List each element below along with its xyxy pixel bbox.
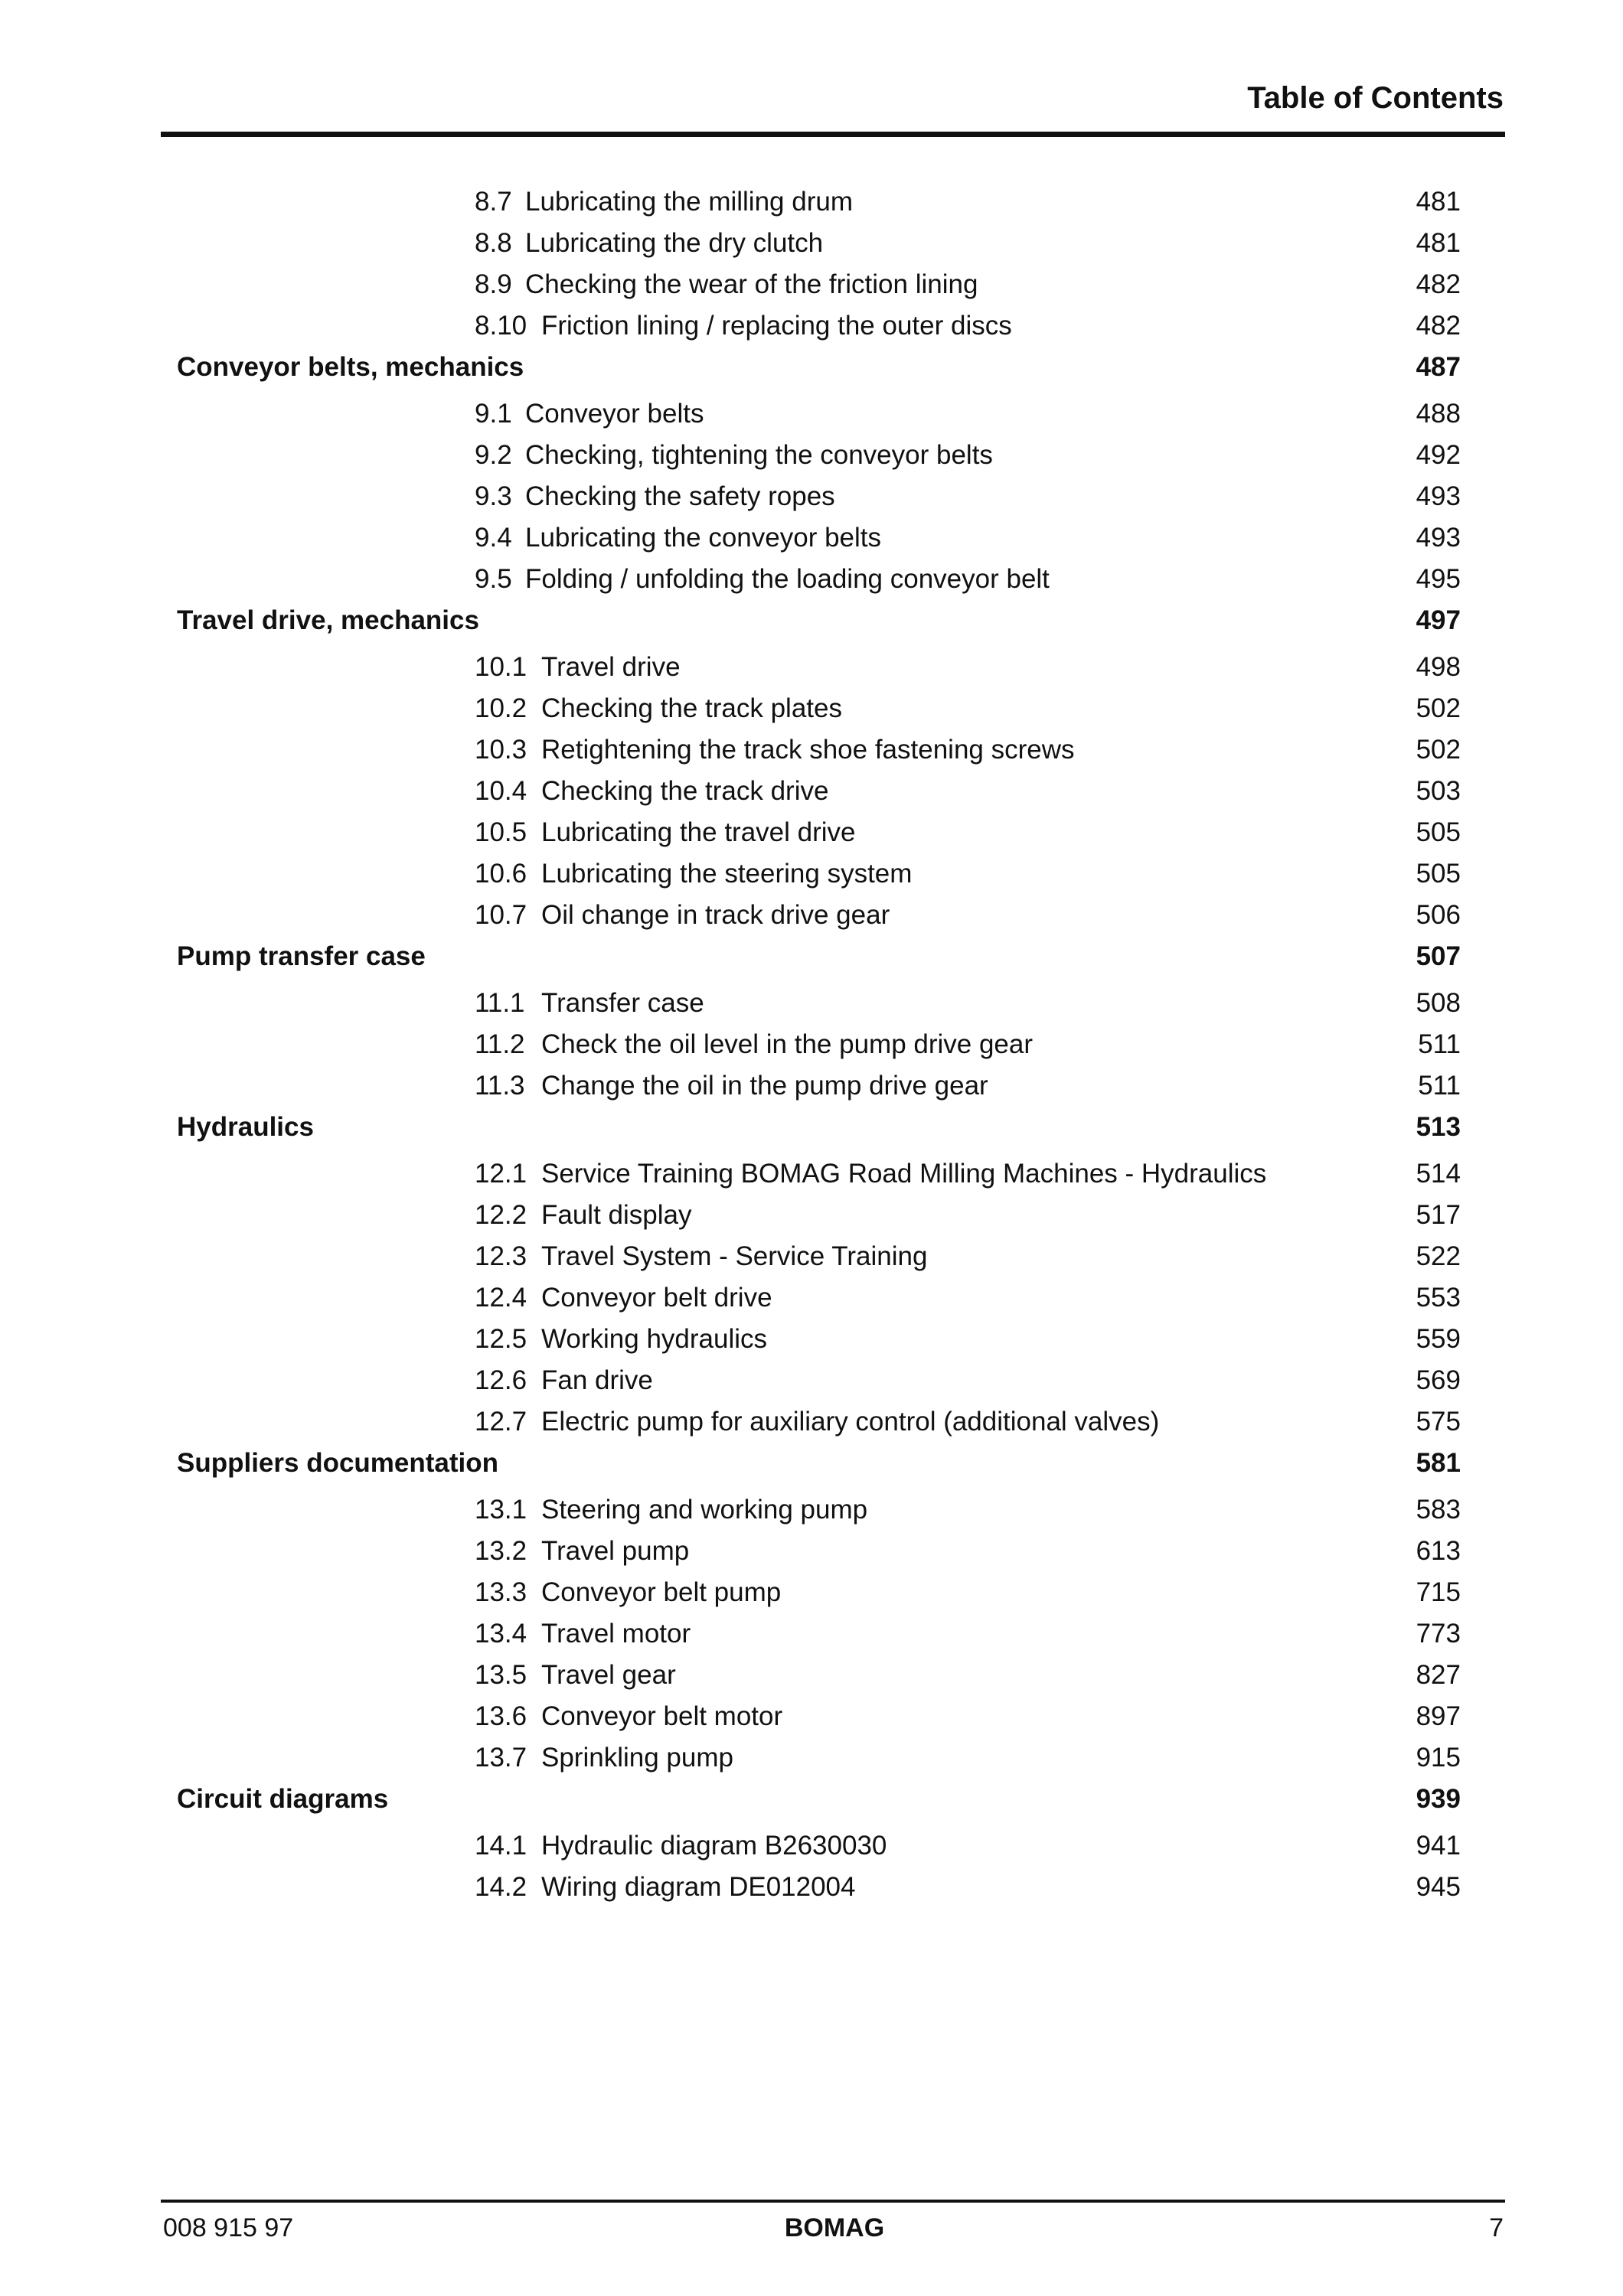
chapter-title: Circuit diagrams <box>177 1784 389 1814</box>
page-number: 511 <box>1418 1071 1461 1101</box>
page-number: 498 <box>1416 652 1461 682</box>
page-number: 487 <box>1416 352 1461 382</box>
section-title: Lubricating the conveyor belts <box>525 523 881 553</box>
page-number: 915 <box>1416 1743 1461 1773</box>
page-number: 773 <box>1416 1619 1461 1649</box>
toc-section-entry[interactable] <box>0 771 1623 812</box>
page-number: 502 <box>1416 693 1461 723</box>
section-number: 12.7 <box>475 1407 527 1437</box>
section-number: 13.4 <box>475 1619 527 1649</box>
section-number: 12.2 <box>475 1200 527 1230</box>
section-title: Conveyor belts <box>525 399 704 429</box>
page-number: 506 <box>1416 900 1461 930</box>
page-number: 503 <box>1416 776 1461 806</box>
page-number: 941 <box>1416 1831 1461 1861</box>
section-title: Conveyor belt drive <box>541 1283 772 1313</box>
toc-section-entry[interactable] <box>0 476 1623 517</box>
section-title: Retightening the track shoe fastening screws <box>541 735 1075 765</box>
section-number: 9.1 <box>475 399 512 429</box>
section-number: 11.2 <box>475 1029 525 1059</box>
toc-section-entry[interactable] <box>0 181 1623 223</box>
section-number: 9.3 <box>475 481 512 511</box>
toc-section-entry[interactable] <box>0 1737 1623 1779</box>
page-number: 569 <box>1416 1365 1461 1395</box>
section-number: 13.1 <box>475 1495 527 1525</box>
toc-chapter-entry[interactable] <box>0 347 1623 387</box>
toc-section-entry[interactable] <box>0 688 1623 729</box>
page-number: 495 <box>1416 564 1461 594</box>
section-title: Checking the track drive <box>541 776 829 806</box>
toc-section-entry[interactable] <box>0 1531 1623 1572</box>
section-title: Travel pump <box>541 1536 690 1566</box>
section-title: Checking the track plates <box>541 693 842 723</box>
chapter-title: Suppliers documentation <box>177 1448 499 1478</box>
toc-section-entry[interactable] <box>0 1489 1623 1531</box>
section-title: Checking the safety ropes <box>525 481 835 511</box>
section-title: Conveyor belt pump <box>541 1577 782 1607</box>
page-number: 945 <box>1416 1872 1461 1902</box>
section-number: 8.7 <box>475 187 512 217</box>
page-number: 505 <box>1416 859 1461 889</box>
section-number: 11.1 <box>475 988 525 1018</box>
table-of-contents <box>0 181 1623 1908</box>
page-number: 513 <box>1416 1112 1461 1142</box>
toc-section-entry[interactable] <box>0 223 1623 264</box>
toc-section-entry[interactable] <box>0 1655 1623 1696</box>
toc-section-entry[interactable] <box>0 1024 1623 1065</box>
page-number: 507 <box>1416 941 1461 971</box>
section-title: Hydraulic diagram B2630030 <box>541 1831 887 1861</box>
chapter-title: Hydraulics <box>177 1112 314 1142</box>
toc-section-entry[interactable] <box>0 1360 1623 1401</box>
page-number: 488 <box>1416 399 1461 429</box>
toc-chapter-entry[interactable] <box>0 936 1623 977</box>
toc-chapter-entry[interactable] <box>0 1443 1623 1483</box>
section-number: 10.6 <box>475 859 527 889</box>
header-divider <box>161 132 1505 137</box>
footer-brand: BOMAG <box>784 2213 885 2242</box>
footer-divider <box>161 2200 1505 2203</box>
page-number: 553 <box>1416 1283 1461 1313</box>
page-number: 715 <box>1416 1577 1461 1607</box>
section-title: Steering and working pump <box>541 1495 868 1525</box>
chapter-title: Travel drive, mechanics <box>177 605 479 635</box>
toc-section-entry[interactable] <box>0 1401 1623 1443</box>
toc-section-entry[interactable] <box>0 853 1623 895</box>
section-number: 9.2 <box>475 440 512 470</box>
section-title: Checking the wear of the friction lining <box>525 269 978 299</box>
section-title: Conveyor belt motor <box>541 1701 783 1731</box>
footer-page-number: 7 <box>1489 2213 1504 2242</box>
page-number: 493 <box>1416 481 1461 511</box>
section-title: Sprinkling pump <box>541 1743 733 1773</box>
toc-section-entry[interactable] <box>0 1195 1623 1236</box>
toc-section-entry[interactable] <box>0 1065 1623 1107</box>
chapter-title: Pump transfer case <box>177 941 426 971</box>
page-number: 559 <box>1416 1324 1461 1354</box>
toc-section-entry[interactable] <box>0 1153 1623 1195</box>
page-number: 505 <box>1416 817 1461 847</box>
toc-section-entry[interactable] <box>0 812 1623 853</box>
section-title: Change the oil in the pump drive gear <box>541 1071 988 1101</box>
page-number: 481 <box>1416 187 1461 217</box>
footer-document-number: 008 915 97 <box>163 2213 294 2242</box>
section-number: 13.6 <box>475 1701 527 1731</box>
section-title: Oil change in track drive gear <box>541 900 890 930</box>
toc-chapter-entry[interactable] <box>0 1779 1623 1819</box>
toc-chapter-entry[interactable] <box>0 600 1623 641</box>
page-number: 517 <box>1416 1200 1461 1230</box>
section-number: 14.2 <box>475 1872 527 1902</box>
toc-section-entry[interactable] <box>0 393 1623 435</box>
toc-section-entry[interactable] <box>0 305 1623 347</box>
section-number: 11.3 <box>475 1071 525 1101</box>
section-title: Travel drive <box>541 652 681 682</box>
page-number: 482 <box>1416 269 1461 299</box>
section-number: 13.2 <box>475 1536 527 1566</box>
section-title: Lubricating the milling drum <box>525 187 853 217</box>
section-title: Wiring diagram DE012004 <box>541 1872 856 1902</box>
toc-section-entry[interactable] <box>0 559 1623 600</box>
section-number: 13.3 <box>475 1577 527 1607</box>
page-number: 522 <box>1416 1241 1461 1271</box>
section-number: 13.7 <box>475 1743 527 1773</box>
toc-section-entry[interactable] <box>0 1696 1623 1737</box>
section-title: Electric pump for auxiliary control (additional valves) <box>541 1407 1160 1437</box>
page-number: 493 <box>1416 523 1461 553</box>
toc-section-entry[interactable] <box>0 983 1623 1024</box>
page-number: 482 <box>1416 311 1461 341</box>
section-number: 10.7 <box>475 900 527 930</box>
section-title: Lubricating the steering system <box>541 859 913 889</box>
section-title: Checking, tightening the conveyor belts <box>525 440 993 470</box>
section-title: Lubricating the travel drive <box>541 817 856 847</box>
section-title: Friction lining / replacing the outer discs <box>541 311 1012 341</box>
toc-section-entry[interactable] <box>0 729 1623 771</box>
section-number: 12.3 <box>475 1241 527 1271</box>
page-number: 897 <box>1416 1701 1461 1731</box>
page-number: 492 <box>1416 440 1461 470</box>
section-title: Check the oil level in the pump drive gear <box>541 1029 1034 1059</box>
section-title: Travel motor <box>541 1619 691 1649</box>
section-number: 12.6 <box>475 1365 527 1395</box>
page-number: 508 <box>1416 988 1461 1018</box>
toc-section-entry[interactable] <box>0 1867 1623 1908</box>
section-title: Folding / unfolding the loading conveyor belt <box>525 564 1050 594</box>
section-title: Fault display <box>541 1200 692 1230</box>
page-number: 613 <box>1416 1536 1461 1566</box>
section-title: Transfer case <box>541 988 704 1018</box>
section-title: Fan drive <box>541 1365 653 1395</box>
section-number: 10.5 <box>475 817 527 847</box>
page-number: 827 <box>1416 1660 1461 1690</box>
section-number: 9.5 <box>475 564 512 594</box>
section-number: 12.5 <box>475 1324 527 1354</box>
toc-section-entry[interactable] <box>0 1319 1623 1360</box>
page-number: 939 <box>1416 1784 1461 1814</box>
chapter-title: Conveyor belts, mechanics <box>177 352 524 382</box>
toc-section-entry[interactable] <box>0 435 1623 476</box>
page-number: 497 <box>1416 605 1461 635</box>
section-number: 10.4 <box>475 776 527 806</box>
toc-section-entry[interactable] <box>0 1825 1623 1867</box>
section-number: 12.1 <box>475 1159 527 1189</box>
section-number: 12.4 <box>475 1283 527 1313</box>
section-number: 8.10 <box>475 311 527 341</box>
section-number: 10.3 <box>475 735 527 765</box>
page-number: 583 <box>1416 1495 1461 1525</box>
page-number: 581 <box>1416 1448 1461 1478</box>
section-number: 8.9 <box>475 269 512 299</box>
toc-section-entry[interactable] <box>0 895 1623 936</box>
section-number: 14.1 <box>475 1831 527 1861</box>
section-title: Lubricating the dry clutch <box>525 228 824 258</box>
page-header-title: Table of Contents <box>1247 81 1504 115</box>
toc-section-entry[interactable] <box>0 264 1623 305</box>
section-title: Working hydraulics <box>541 1324 768 1354</box>
toc-section-entry[interactable] <box>0 517 1623 559</box>
section-number: 13.5 <box>475 1660 527 1690</box>
toc-chapter-entry[interactable] <box>0 1107 1623 1147</box>
toc-section-entry[interactable] <box>0 1572 1623 1613</box>
section-number: 10.1 <box>475 652 527 682</box>
page-number: 575 <box>1416 1407 1461 1437</box>
toc-section-entry[interactable] <box>0 1613 1623 1655</box>
section-number: 10.2 <box>475 693 527 723</box>
section-number: 8.8 <box>475 228 512 258</box>
section-title: Service Training BOMAG Road Milling Machines - Hydraulics <box>541 1159 1267 1189</box>
page-number: 502 <box>1416 735 1461 765</box>
page-number: 511 <box>1418 1029 1461 1059</box>
page-number: 481 <box>1416 228 1461 258</box>
section-title: Travel System - Service Training <box>541 1241 928 1271</box>
toc-section-entry[interactable] <box>0 1277 1623 1319</box>
toc-section-entry[interactable] <box>0 1236 1623 1277</box>
page-number: 514 <box>1416 1159 1461 1189</box>
section-number: 9.4 <box>475 523 512 553</box>
section-title: Travel gear <box>541 1660 676 1690</box>
toc-section-entry[interactable] <box>0 647 1623 688</box>
